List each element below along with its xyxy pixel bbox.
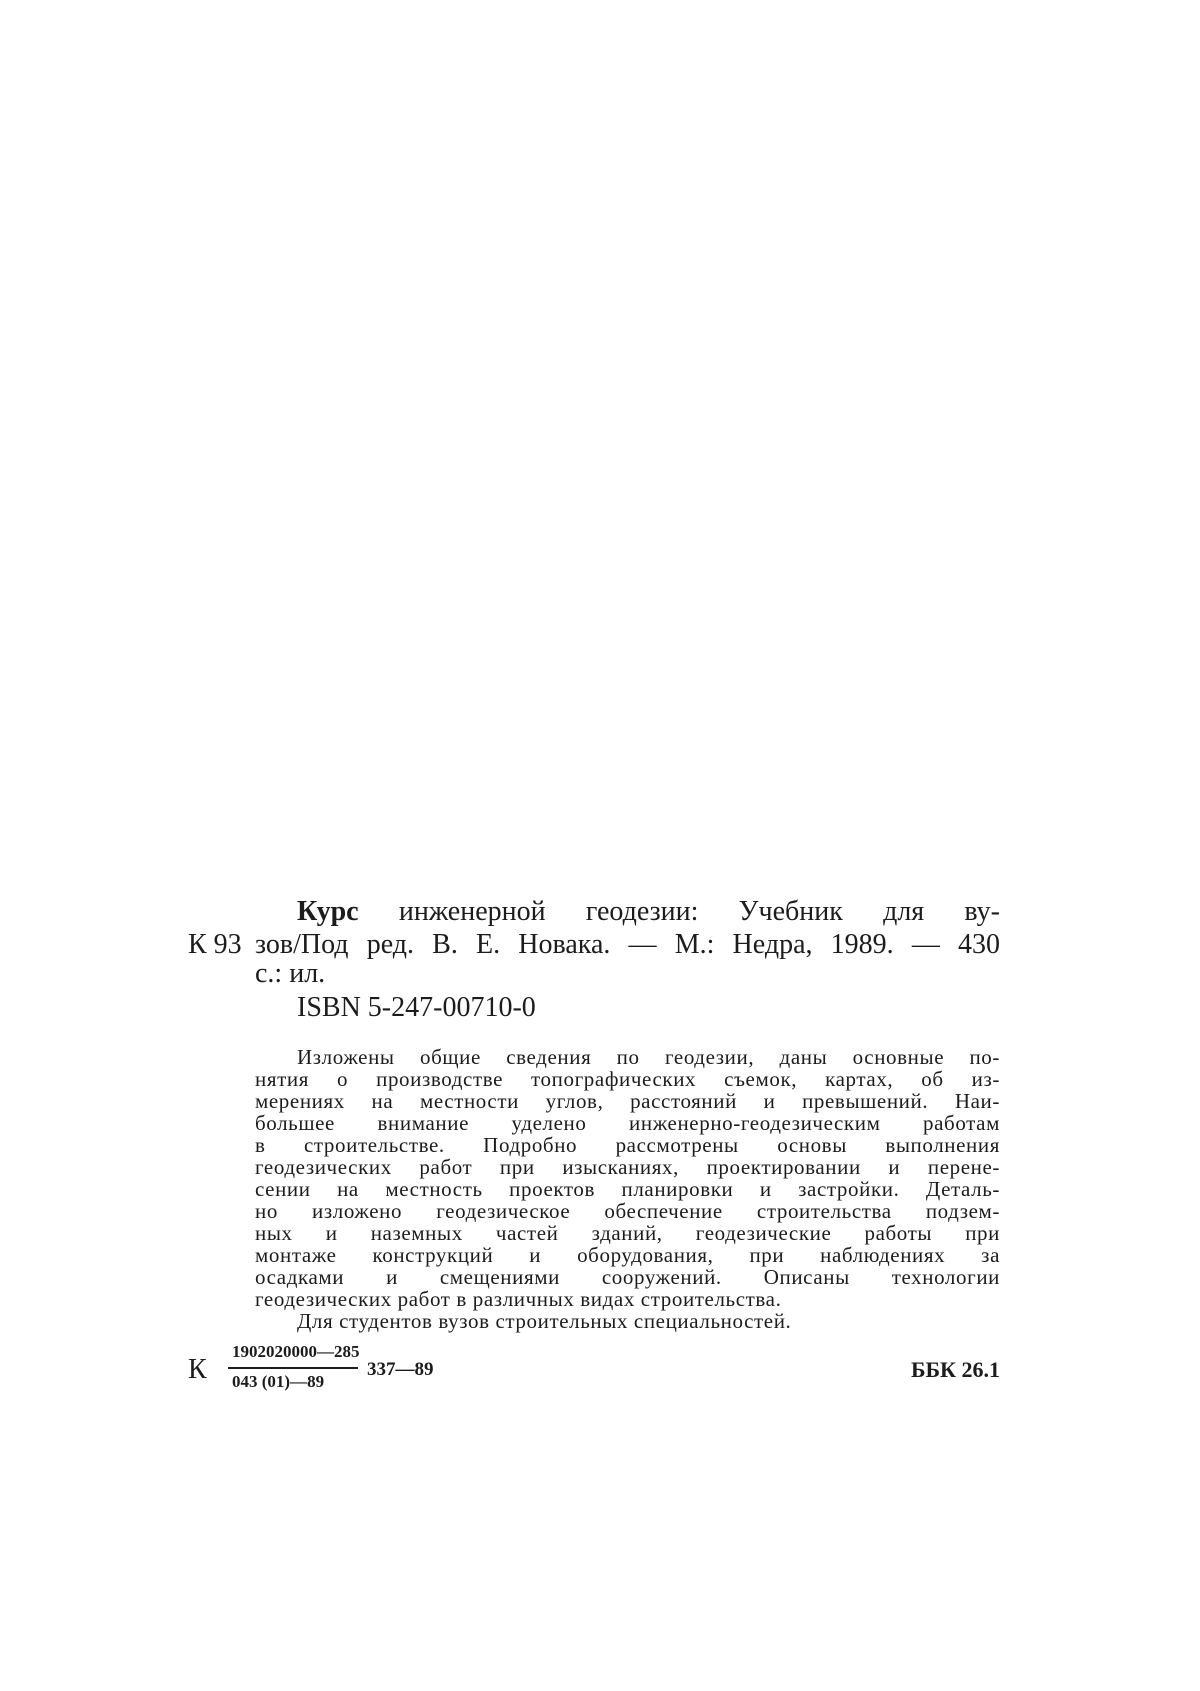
title-line-3: с.: ил. <box>255 958 326 989</box>
annotation-line: геодезических работ в различных видах строительства. <box>255 1287 782 1311</box>
annotation-line: большее внимание уделено инженерно-геодезическим работам <box>255 1111 1000 1135</box>
annotation-line: в строительстве. Подробно рассмотрены основы выполнения <box>255 1133 1000 1157</box>
classification-letter: К <box>188 1354 207 1385</box>
title-line-1 <box>297 896 1000 928</box>
title-first-word: Курс <box>297 896 359 927</box>
annotation-line: монтаже конструкций и оборудования, при наблюдениях за <box>255 1243 1000 1267</box>
annotation-line: Изложены общие сведения по геодезии, даны основные по- <box>297 1045 1000 1069</box>
annotation-line: нятия о производстве топографических съемок, картах, об из- <box>255 1067 1000 1091</box>
annotation-audience-line: Для студентов вузов строительных специальностей. <box>297 1309 792 1333</box>
annotation-line: геодезических работ при изысканиях, проектировании и перене- <box>255 1155 1000 1179</box>
annotation-line: но изложено геодезическое обеспечение строительства подзем- <box>255 1199 1000 1223</box>
title-line-1-rest: инженерной геодезии: Учебник для ву- <box>398 896 1000 927</box>
classification-numerator: 1902020000—285 <box>232 1342 360 1361</box>
classification-number: 337—89 <box>367 1359 434 1380</box>
fraction-bar <box>228 1367 358 1369</box>
isbn: ISBN 5-247-00710-0 <box>297 992 536 1023</box>
title-line-2: зов/Под ред. В. Е. Новака. — М.: Недра, 1989. — 430 <box>255 929 1000 960</box>
bbk-index: ББК 26.1 <box>910 1357 1000 1382</box>
annotation <box>255 1046 1000 1332</box>
index-code: К 93 <box>188 929 242 960</box>
classification-denominator: 043 (01)—89 <box>232 1372 325 1391</box>
annotation-line: осадками и смещениями сооружений. Описаны технологии <box>255 1265 1000 1289</box>
annotation-line: мерениях на местности углов, расстояний и превышений. Наи- <box>255 1089 1000 1113</box>
annotation-line: сении на местность проектов планировки и застройки. Деталь- <box>255 1177 1000 1201</box>
annotation-line: ных и наземных частей зданий, геодезические работы при <box>255 1221 1000 1245</box>
